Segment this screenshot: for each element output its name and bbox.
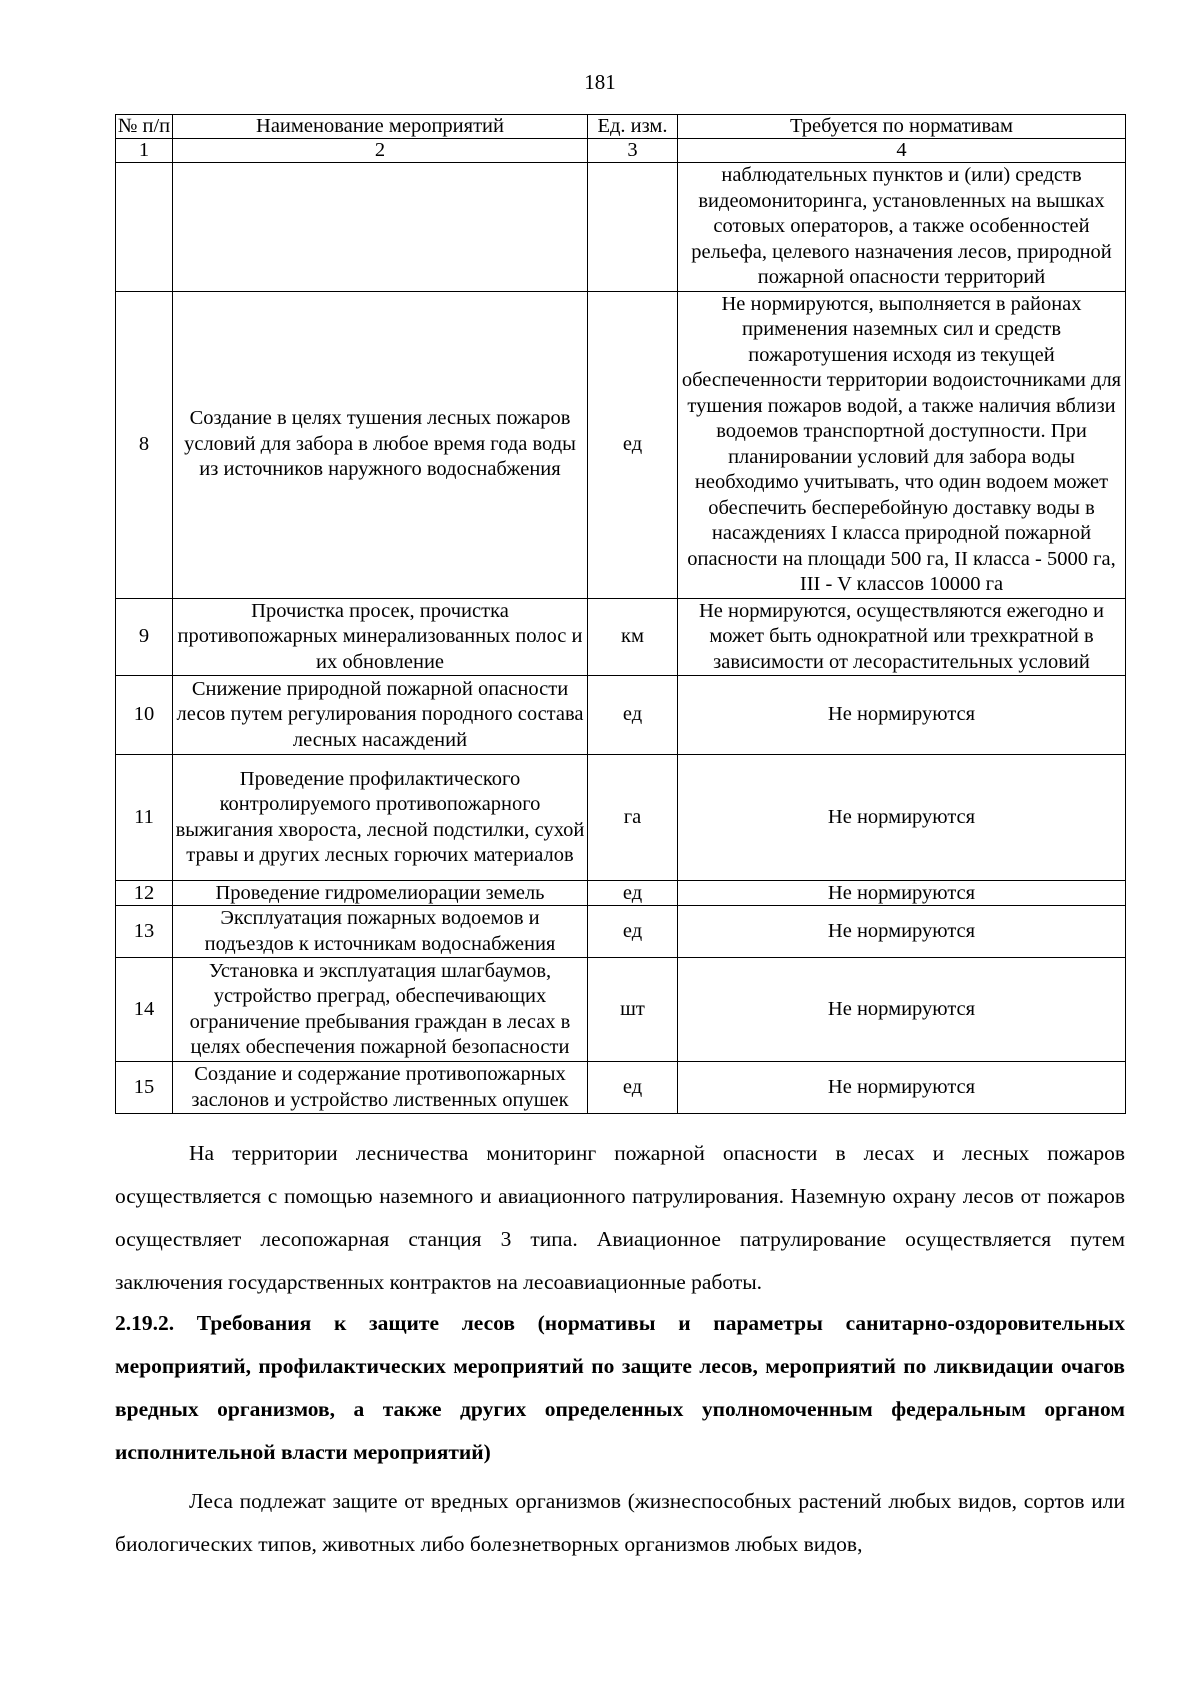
row-unit: ед — [588, 676, 678, 755]
forest-protection-paragraph: Леса подлежат защите от вредных организмов (жизнеспособных растений любых видов, сортов или биологических типов, животных либо болезнетворных организмов любых видов, — [115, 1489, 1125, 1556]
row-norm: Не нормируются — [678, 755, 1126, 881]
header-name: Наименование мероприятий — [173, 115, 588, 139]
column-number: 2 — [173, 139, 588, 163]
row-num: 12 — [116, 881, 173, 906]
row-unit: ед — [588, 906, 678, 958]
row-unit: ед — [588, 881, 678, 906]
row-unit: км — [588, 598, 678, 676]
table-row — [116, 676, 1126, 755]
column-number-row — [116, 139, 1126, 163]
fire-measures-table — [115, 114, 1126, 1114]
table-row — [116, 1062, 1126, 1114]
row-name: Эксплуатация пожарных водоемов и подъездов к источникам водоснабжения — [173, 906, 588, 958]
row-num: 14 — [116, 958, 173, 1062]
row-norm: Не нормируются, осуществляются ежегодно и может быть однократной или трехкратной в зависимости от лесорастительных условий — [678, 598, 1126, 676]
row-num: 8 — [116, 291, 173, 598]
table-row-continuation — [116, 163, 1126, 292]
row-name: Снижение природной пожарной опасности лесов путем регулирования породного состава лесных насаждений — [173, 676, 588, 755]
row-norm: Не нормируются — [678, 881, 1126, 906]
table-row — [116, 291, 1126, 598]
continuation-norm-cell: наблюдательных пунктов и (или) средств видеомониторинга, установленных на вышках сотовых операторов, а также особенностей рельефа, целевого назначения лесов, природной пожарной опасности территорий — [678, 163, 1126, 292]
table-row — [116, 755, 1126, 881]
monitoring-paragraph: На территории лесничества мониторинг пожарной опасности в лесах и лесных пожаров осуществляется с помощью наземного и авиационного патрулирования. Наземную охрану лесов от пожаров осуществляет лесопожарная станция 3 типа. Авиационное патрулирование осуществляется путем заключения государственных контрактов на лесоавиационные работы. — [115, 1141, 1125, 1294]
row-name: Проведение гидромелиорации земель — [173, 881, 588, 906]
row-unit: шт — [588, 958, 678, 1062]
table-row — [116, 958, 1126, 1062]
empty-cell — [116, 163, 173, 292]
row-name: Установка и эксплуатация шлагбаумов, устройство преград, обеспечивающих ограничение пребывания граждан в лесах в целях обеспечения пожарной безопасности — [173, 958, 588, 1062]
header-norm: Требуется по нормативам — [678, 115, 1126, 139]
header-num: № п/п — [116, 115, 173, 139]
section-heading: 2.19.2. Требования к защите лесов (нормативы и параметры санитарно-оздоровительных мероприятий, профилактических мероприятий по защите лесов, мероприятий по ликвидации очагов вредных организмов, а также других определенных уполномоченным федеральным органом исполнительной власти мероприятий) — [115, 1311, 1125, 1464]
row-norm: Не нормируются — [678, 1062, 1126, 1114]
row-name: Создание и содержание противопожарных заслонов и устройство лиственных опушек — [173, 1062, 588, 1114]
column-number: 1 — [116, 139, 173, 163]
row-unit: га — [588, 755, 678, 881]
row-num: 11 — [116, 755, 173, 881]
row-name: Создание в целях тушения лесных пожаров условий для забора в любое время года воды из источников наружного водоснабжения — [173, 291, 588, 598]
row-name: Проведение профилактического контролируемого противопожарного выжигания хвороста, лесной подстилки, сухой травы и других лесных горючих материалов — [173, 755, 588, 881]
row-norm: Не нормируются — [678, 676, 1126, 755]
row-num: 15 — [116, 1062, 173, 1114]
table-row — [116, 598, 1126, 676]
page-number: 181 — [584, 70, 616, 94]
row-name: Прочистка просек, прочистка противопожарных минерализованных полос и их обновление — [173, 598, 588, 676]
row-norm: Не нормируются, выполняется в районах применения наземных сил и средств пожаротушения исходя из текущей обеспеченности территории водоисточниками для тушения пожаров водой, а также наличия вблизи водоемов транспортной доступности. При планировании условий для забора воды необходимо учитывать, что один водоем может обеспечить бесперебойную доставку воды в насаждениях I класса природной пожарной опасности на площади 500 га, II класса - 5000 га, III - V классов 10000 га — [678, 291, 1126, 598]
column-number: 4 — [678, 139, 1126, 163]
row-num: 10 — [116, 676, 173, 755]
table-row — [116, 906, 1126, 958]
column-number: 3 — [588, 139, 678, 163]
row-num: 9 — [116, 598, 173, 676]
empty-cell — [588, 163, 678, 292]
row-unit: ед — [588, 291, 678, 598]
row-norm: Не нормируются — [678, 906, 1126, 958]
table-header-row — [116, 115, 1126, 139]
header-unit: Ед. изм. — [588, 115, 678, 139]
row-num: 13 — [116, 906, 173, 958]
row-norm: Не нормируются — [678, 958, 1126, 1062]
empty-cell — [173, 163, 588, 292]
row-unit: ед — [588, 1062, 678, 1114]
table-row — [116, 881, 1126, 906]
